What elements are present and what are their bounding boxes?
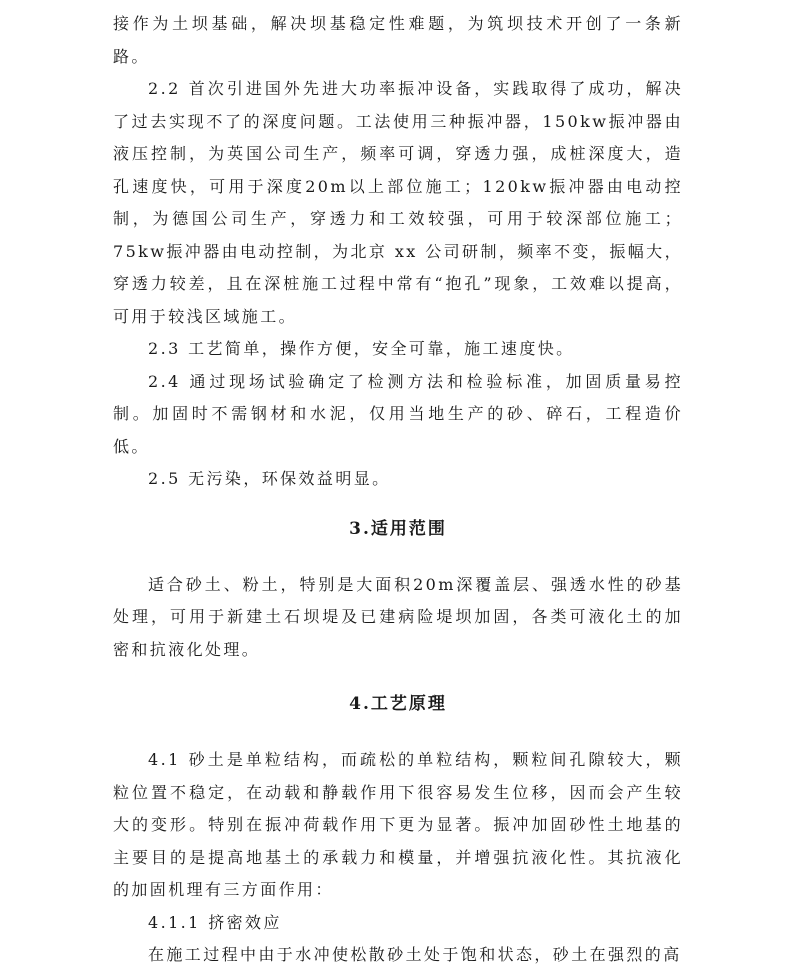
section-heading-4: 4.工艺原理 — [349, 694, 447, 714]
paragraph-4-1-1: 4.1.1 挤密效应 — [148, 912, 282, 932]
paragraph-2-3: 2.3 工艺简单，操作方便，安全可靠，施工速度快。 — [148, 339, 575, 358]
paragraph-4-1: 4.1 砂土是单粒结构，而疏松的单粒结构，颗粒间孔隙较大，颗粒位置不稳定，在动载和静载作用下很容易发生位移，因而会产生较大的变形。特别在振冲荷载作用下更为显著。振冲加固砂性土地基的主要目的是提高地基土的承载力和模量，并增强抗液化性。其抗液化的加固机理有三方面作用： — [113, 750, 683, 899]
section-heading-3: 3.适用范围 — [349, 518, 447, 539]
paragraph-2-4: 2.4 通过现场试验确定了检测方法和检验标准，加固质量易控制。加固时不需钢材和水泥，仅用当地生产的砂、碎石，工程造价低。 — [113, 371, 683, 456]
paragraph-intro: 接作为土坝基础，解决坝基稳定性难题，为筑坝技术开创了一条新路。 — [113, 14, 683, 66]
paragraph-last: 在施工过程中由于水冲使松散砂土处于饱和状态，砂土在强烈的高 — [148, 945, 682, 964]
paragraph-2-5: 2.5 无污染，环保效益明显。 — [148, 469, 391, 488]
paragraph-3: 适合砂土、粉土，特别是大面积20m深覆盖层、强透水性的砂基处理，可用于新建土石坝堤及已建病险堤坝加固，各类可液化土的加密和抗液化处理。 — [113, 574, 683, 659]
paragraph-2-2: 2.2 首次引进国外先进大功率振冲设备，实践取得了成功，解决了过去实现不了的深度问题。工法使用三种振冲器，150kw振冲器由液压控制，为英国公司生产，频率可调，穿透力强，成桩深度大，造孔速度快，可用于深度20m以上部位施工；120kw振冲器由电动控制，为德国公司生产，穿透力和工效较强，可用于较深部位施工；75kw振冲器由电动控制，为北京 xx 公司研制，频率不变，振幅大，穿透力较差，且在深桩施工过程中常有“抱孔”现象，工效难以提高，可用于较浅区域施工。 — [113, 79, 683, 326]
